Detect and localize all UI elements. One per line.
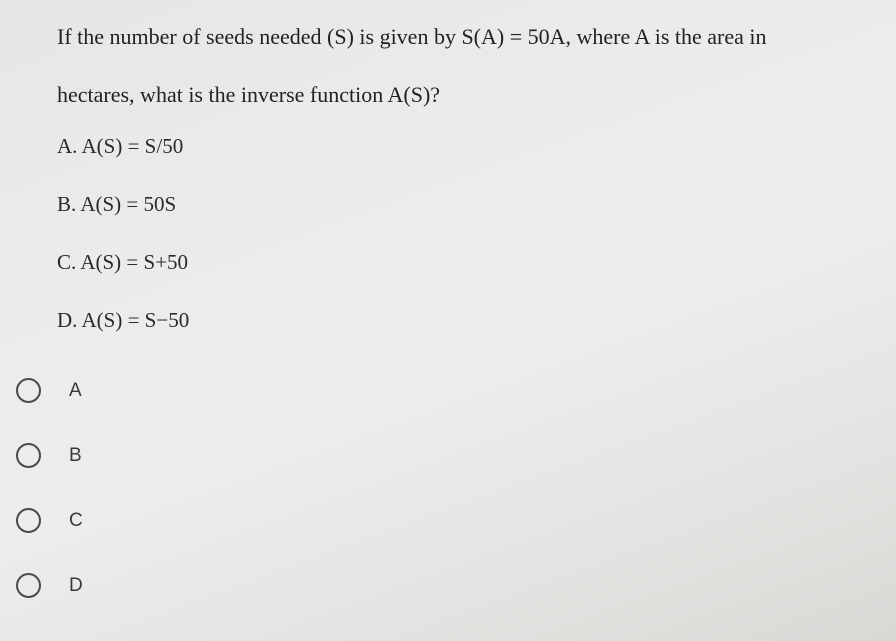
choice-a: A. A(S) = S/50	[57, 134, 184, 158]
choice-b: B. A(S) = 50S	[57, 192, 177, 216]
radio-button-c[interactable]	[16, 508, 41, 533]
question-line-1: If the number of seeds needed (S) is given by S(A) = 50A, where A is the area in	[57, 24, 767, 49]
radio-button-a[interactable]	[16, 378, 41, 403]
radio-button-b[interactable]	[16, 443, 41, 468]
option-d[interactable]	[16, 553, 83, 618]
question-line-2: hectares, what is the inverse function A(S)?	[57, 82, 441, 107]
question-text	[57, 8, 887, 124]
option-b[interactable]	[16, 423, 83, 488]
radio-button-d[interactable]	[16, 573, 41, 598]
choice-c: C. A(S) = S+50	[57, 250, 189, 274]
option-label-d: D	[69, 574, 83, 596]
option-label-b: B	[69, 444, 82, 466]
answer-choices	[57, 117, 189, 349]
option-label-c: C	[69, 509, 83, 531]
option-c[interactable]	[16, 488, 83, 553]
radio-group	[16, 358, 83, 618]
option-label-a: A	[69, 379, 82, 401]
option-a[interactable]	[16, 358, 83, 423]
choice-d: D. A(S) = S−50	[57, 308, 190, 332]
